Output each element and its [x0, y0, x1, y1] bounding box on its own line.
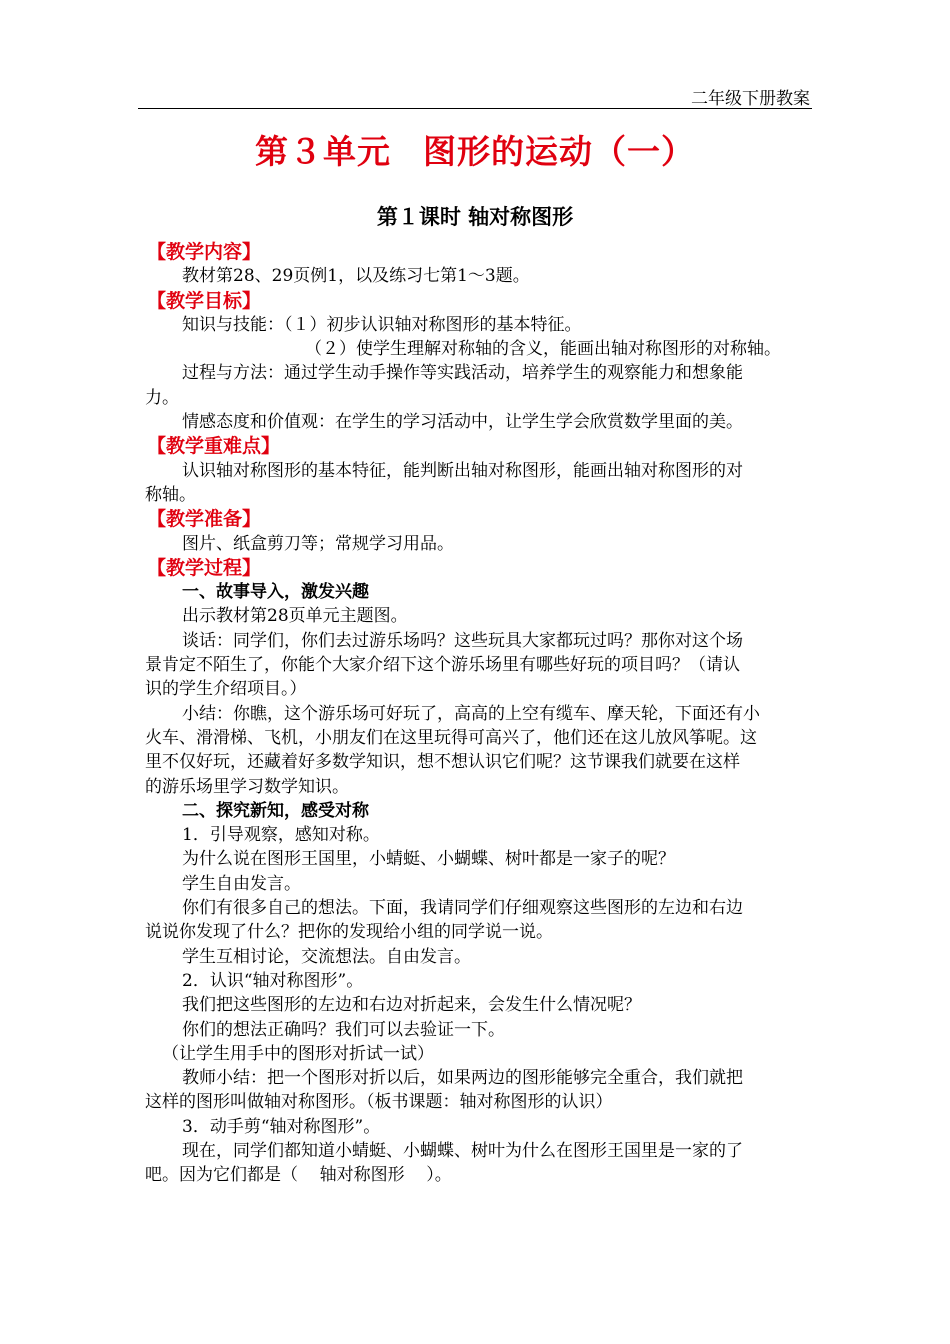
paragraph-line: （让学生用手中的图形对折试一试） [162, 1043, 434, 1064]
unit-name: 图形的运动（一） [423, 132, 695, 171]
paragraph-line: 景肯定不陌生了，你能个大家介绍下这个游乐场里有哪些好玩的项目吗？（请认 [145, 655, 740, 676]
paragraph-line: 现在，同学们都知道小蜻蜓、小蝴蝶、树叶为什么在图形王国里是一家的了 [182, 1140, 743, 1161]
paragraph-line: 教材第28、29页例1，以及练习七第1～3题。 [182, 266, 530, 287]
paragraph-line: 3．动手剪“轴对称图形”。 [182, 1116, 381, 1137]
paragraph-line: 称轴。 [145, 484, 196, 505]
section-heading-goals: 【教学目标】 [147, 289, 262, 312]
paragraph-line: 教师小结：把一个图形对折以后，如果两边的图形能够完全重合，我们就把 [182, 1068, 743, 1089]
subsection-title: 一、故事导入，激发兴趣 [182, 582, 369, 603]
paragraph-line: 说说你发现了什么？把你的发现给小组的同学说一说。 [145, 922, 553, 943]
paragraph-line: 你们有很多自己的想法。下面，我请同学们仔细观察这些图形的左边和右边 [182, 898, 743, 919]
paragraph-line: 力。 [145, 387, 179, 408]
paragraph-line: 2．认识“轴对称图形”。 [182, 970, 364, 991]
paragraph-line: 情感态度和价值观：在学生的学习活动中，让学生学会欣赏数学里面的美。 [182, 412, 743, 433]
paragraph-line: 谈话：同学们，你们去过游乐场吗？这些玩具大家都玩过吗？那你对这个场 [182, 630, 743, 651]
page-header-label: 二年级下册教案 [691, 89, 810, 109]
lesson-title: 第１课时 轴对称图形 [376, 205, 574, 229]
unit-title [0, 126, 950, 173]
paragraph-line: 学生互相讨论，交流想法。自由发言。 [182, 946, 471, 967]
section-heading-keypoints: 【教学重难点】 [147, 435, 281, 458]
lesson-plan-body [145, 240, 815, 1188]
subsection-title: 二、探究新知，感受对称 [182, 800, 369, 821]
paragraph-line: （２）使学生理解对称轴的含义，能画出轴对称图形的对称轴。 [305, 339, 781, 360]
header-divider [138, 108, 812, 109]
paragraph-line: 过程与方法：通过学生动手操作等实践活动，培养学生的观察能力和想象能 [182, 363, 743, 384]
section-heading-content: 【教学内容】 [147, 241, 262, 263]
section-heading-process: 【教学过程】 [147, 556, 262, 579]
paragraph-line: 知识与技能：（１）初步认识轴对称图形的基本特征。 [182, 314, 582, 335]
paragraph-line: 里不仅好玩，还藏着好多数学知识，想不想认识它们呢？这节课我们就要在这样 [145, 752, 740, 773]
paragraph-line: 火车、滑滑梯、飞机，小朋友们在这里玩得可高兴了，他们还在这儿放风筝呢。这 [145, 727, 757, 748]
section-heading-preparation: 【教学准备】 [147, 508, 262, 531]
unit-number: 第３单元 [255, 132, 391, 171]
paragraph-line: 这样的图形叫做轴对称图形。（板书课题：轴对称图形的认识） [145, 1092, 613, 1113]
paragraph-line: 图片、纸盒剪刀等；常规学习用品。 [182, 533, 454, 554]
paragraph-line: 1．引导观察，感知对称。 [182, 825, 380, 846]
paragraph-line: 学生自由发言。 [182, 873, 301, 894]
paragraph-line: 我们把这些图形的左边和右边对折起来，会发生什么情况呢？ [182, 995, 641, 1016]
paragraph-line: 小结：你瞧，这个游乐场可好玩了，高高的上空有缆车、摩天轮，下面还有小 [182, 703, 760, 724]
paragraph-line: 出示教材第28页单元主题图。 [182, 606, 408, 627]
paragraph-line: 认识轴对称图形的基本特征，能判断出轴对称图形，能画出轴对称图形的对 [182, 460, 743, 481]
paragraph-line: 识的学生介绍项目。） [145, 679, 307, 700]
paragraph-line: 吧。因为它们都是（ 轴对称图形 ）。 [145, 1165, 452, 1186]
paragraph-line: 你们的想法正确吗？我们可以去验证一下。 [182, 1019, 505, 1040]
paragraph-line: 的游乐场里学习数学知识。 [145, 776, 349, 797]
paragraph-line: 为什么说在图形王国里，小蜻蜓、小蝴蝶、树叶都是一家子的呢？ [182, 849, 675, 870]
